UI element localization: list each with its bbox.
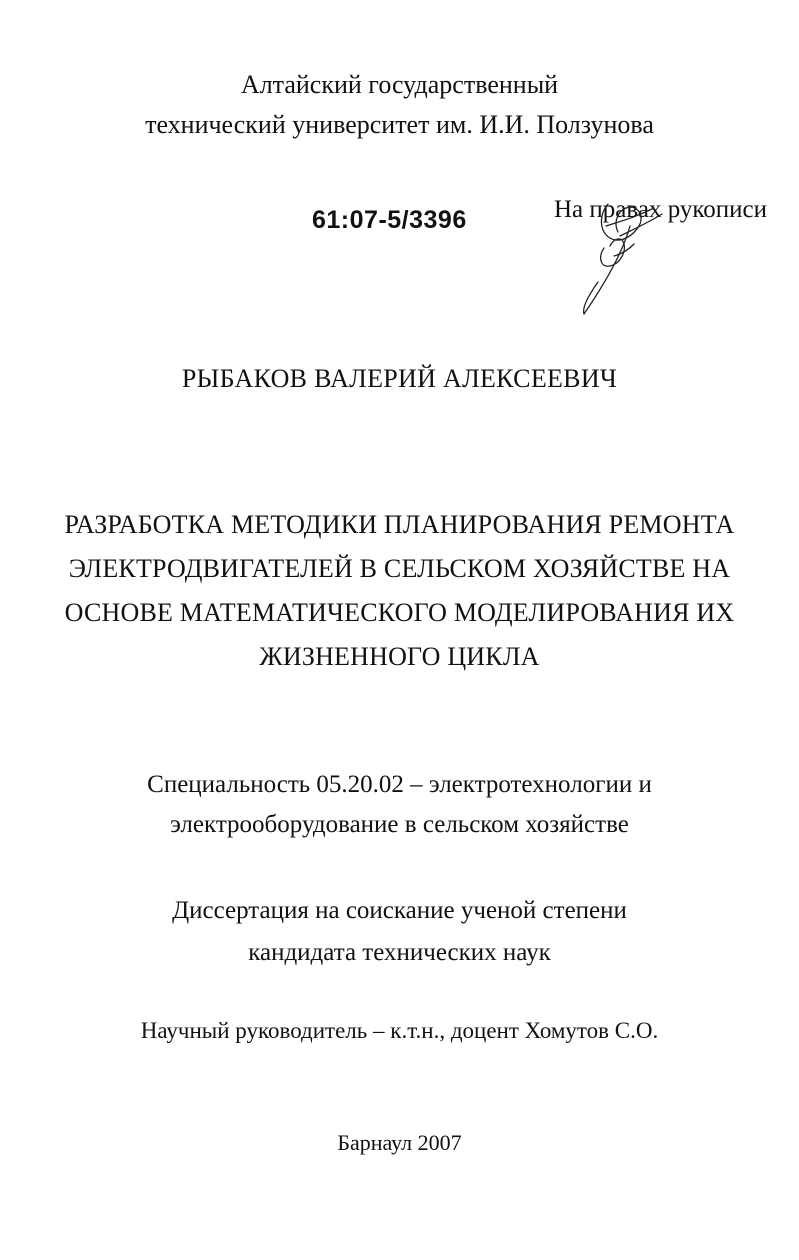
university-name-line-2: технический университет им. И.И. Ползунова [145,110,654,139]
specialty-line-1: Специальность 05.20.02 – электротехнологии и [147,771,652,798]
dissertation-title-line-2: ЭЛЕКТРОДВИГАТЕЛЕЙ В СЕЛЬСКОМ ХОЗЯЙСТВЕ НА [68,554,731,583]
handwritten-signature-icon [570,196,690,321]
author-name: РЫБАКОВ ВАЛЕРИЙ АЛЕКСЕЕВИЧ [181,364,618,393]
dissertation-title-line-4: ЖИЗНЕННОГО ЦИКЛА [259,642,540,671]
dissertation-title-line-1: РАЗРАБОТКА МЕТОДИКИ ПЛАНИРОВАНИЯ РЕМОНТА [64,510,735,539]
catalog-number: 61:07-5/3396 [312,206,467,234]
city-year: Барнаул 2007 [337,1130,462,1155]
specialty-line-2: электрооборудование в сельском хозяйстве [170,811,629,838]
degree-line-2: кандидата технических наук [248,939,551,966]
degree-line-1: Диссертация на соискание ученой степени [172,897,627,924]
rights-note: На правах рукописи [554,196,767,223]
dissertation-title-line-3: ОСНОВЕ МАТЕМАТИЧЕСКОГО МОДЕЛИРОВАНИЯ ИХ [64,598,735,627]
university-name-line-1: Алтайский государственный [240,70,559,99]
supervisor: Научный руководитель – к.т.н., доцент Хомутов С.О. [140,1018,659,1043]
